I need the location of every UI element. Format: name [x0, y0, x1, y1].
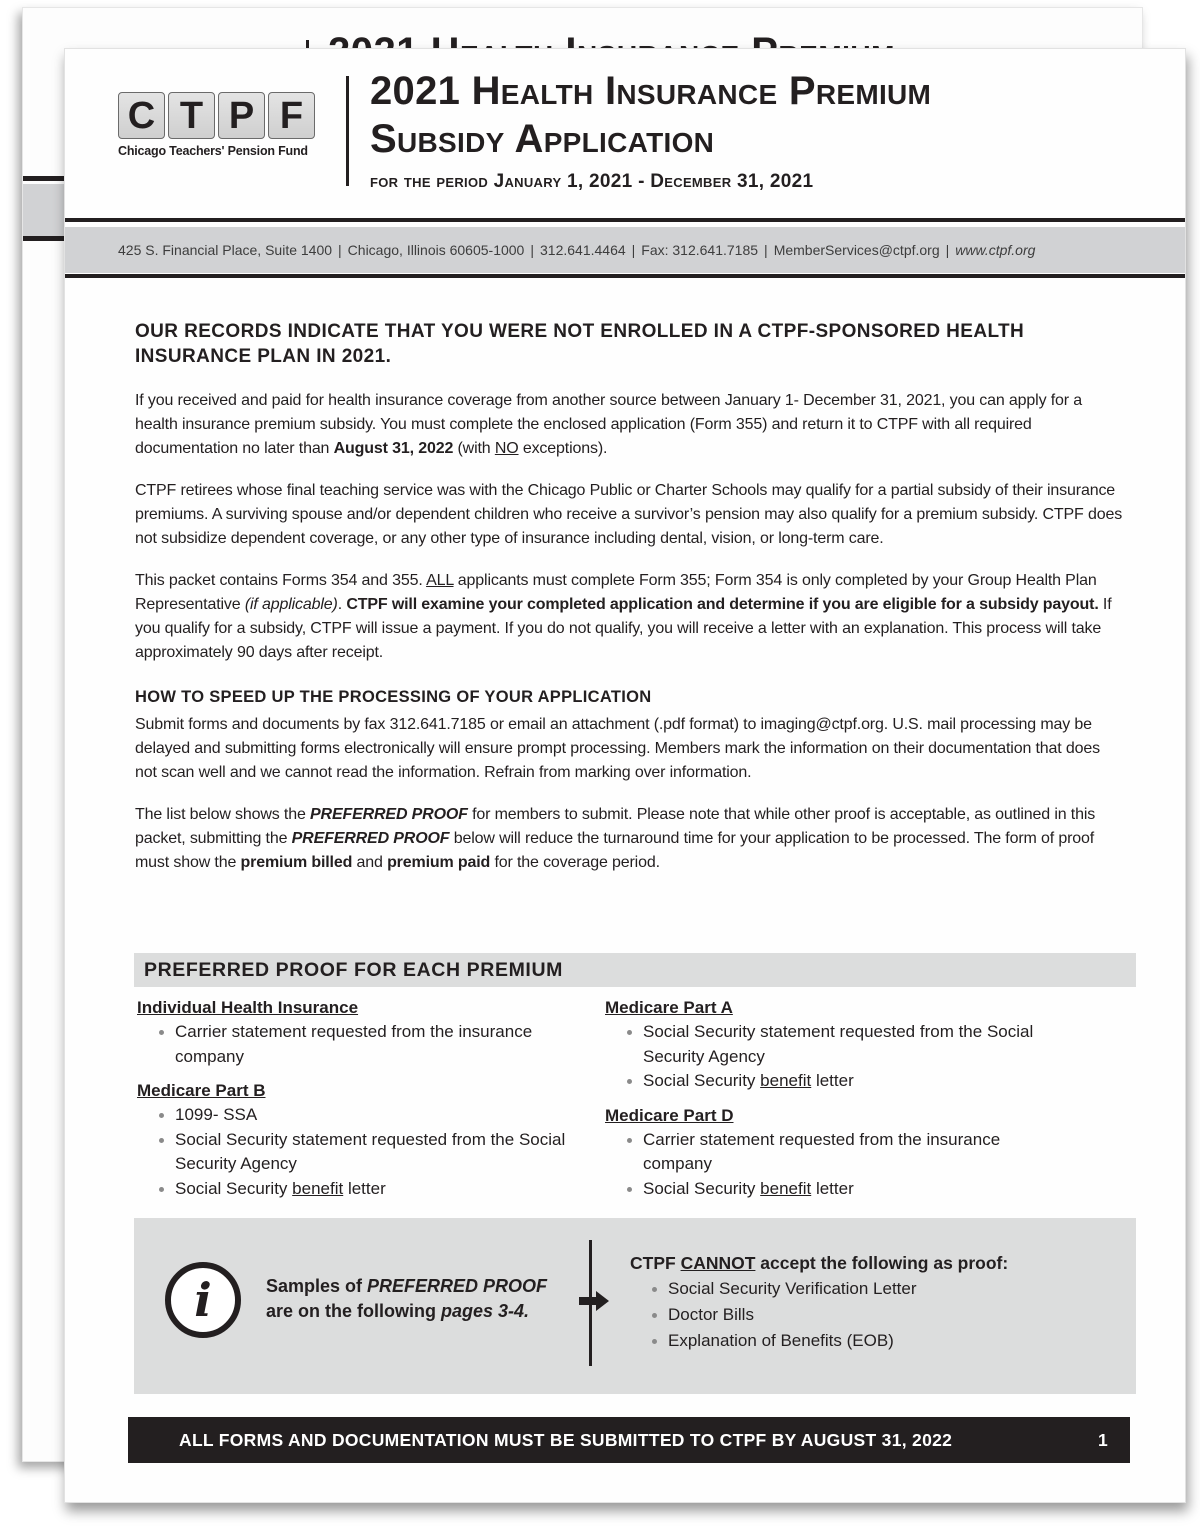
- pages-reference: pages 3-4.: [441, 1301, 530, 1321]
- front-page: [64, 48, 1186, 1503]
- examine-statement: CTPF will examine your completed application and determine if you are eligible for a subsidy payout.: [346, 596, 1099, 613]
- text: for members to submit. Please note that while other proof is acceptable, as outlined in this packet, submitting the: [135, 806, 1096, 847]
- speed-up-heading: HOW TO SPEED UP THE PROCESSING OF YOUR APPLICATION: [135, 688, 652, 706]
- cannot-accept-list: [650, 1276, 1008, 1354]
- list-item: 1099- SSA: [157, 1103, 577, 1128]
- logo-letter-t: T: [168, 92, 215, 139]
- contact-address: 425 S. Financial Place, Suite 1400: [118, 242, 333, 258]
- footer-bar: [128, 1417, 1130, 1463]
- separator: |: [764, 242, 768, 258]
- preferred-proof-emphasis: PREFERRED PROOF: [367, 1276, 548, 1296]
- text: for the coverage period.: [490, 854, 660, 871]
- if-applicable-note: (if applicable): [244, 596, 338, 613]
- benefit-emphasis: benefit: [760, 1178, 812, 1198]
- page-title-line-1: 2021 Health Insurance Premium: [370, 69, 932, 113]
- cannot-accept-title: [630, 1250, 1008, 1276]
- preferred-proof-heading: PREFERRED PROOF FOR EACH PREMIUM: [134, 953, 1136, 987]
- contact-band: [65, 227, 1185, 273]
- text: letter: [811, 1178, 854, 1198]
- page-title-block: [370, 67, 931, 193]
- ctpf-logo: [118, 92, 320, 158]
- contact-website-link[interactable]: www.ctpf.org: [955, 242, 1036, 258]
- paragraph-preferred-proof: [135, 803, 1125, 875]
- page-subtitle: for the period January 1, 2021 - December 31, 2021: [370, 171, 814, 192]
- benefit-emphasis: benefit: [292, 1178, 344, 1198]
- contact-fax: Fax: 312.641.7185: [641, 242, 759, 258]
- proof-list-medicare-d: [625, 1128, 1045, 1202]
- list-item: Doctor Bills: [650, 1302, 1008, 1328]
- logo-letter-boxes: [118, 92, 320, 139]
- text: Social Security: [643, 1178, 761, 1198]
- paragraph-qualification: CTPF retirees whose final teaching service was with the Chicago Public or Charter Schools may qualify for a partial subsidy of their insurance premiums. A surviving spouse and/or dependent children who receive a survivor’s pension may also qualify for a premium subsidy. CTPF does not subsidize dependent coverage, or any other type of insurance including dental, vision, or long-term care.: [135, 482, 1123, 547]
- proof-group-individual-title: Individual Health Insurance: [137, 998, 359, 1017]
- separator: |: [338, 242, 342, 258]
- cannot-accept-block: [630, 1250, 1008, 1354]
- text: accept the following as proof:: [755, 1253, 1009, 1273]
- paragraph-submission-methods: Submit forms and documents by fax 312.641.7185 or email an attachment (.pdf format) to imaging@ctpf.org. U.S. mail processing may be delayed and submitting forms electronically will ensure prompt processing. Members mark the information on their documentation that does not scan well and we cannot read the information. Refrain from marking over information.: [135, 716, 1100, 781]
- page-number: 1: [1097, 1429, 1108, 1450]
- list-item: Social Security Verification Letter: [650, 1276, 1008, 1302]
- text: If you qualify for a subsidy, CTPF will issue a payment. If you do not qualify, you will receive a letter with an explanation. This process will take approximately 90 days after receipt.: [135, 596, 1112, 661]
- no-emphasis: NO: [494, 440, 519, 457]
- arrow-right-icon: [579, 1291, 609, 1311]
- preferred-proof-emphasis: PREFERRED PROOF: [291, 830, 450, 847]
- deadline-date: August 31, 2022: [333, 440, 454, 457]
- logo-letter-f: F: [268, 92, 315, 139]
- list-item: Social Security statement requested from the Social Security Agency: [625, 1020, 1045, 1069]
- text: applicants must complete Form 355; Form 354 is only completed by your Group Health Plan Representative: [135, 572, 1097, 613]
- benefit-emphasis: benefit: [760, 1071, 812, 1090]
- text: below will reduce the turnaround time for your application to be processed. The form of proof must show the: [135, 830, 1095, 871]
- text: CTPF: [630, 1253, 681, 1273]
- logo-letter-c: C: [118, 92, 165, 139]
- proof-group-medicare-a-title: Medicare Part A: [605, 998, 733, 1017]
- text: Samples of: [266, 1276, 368, 1296]
- records-heading: OUR RECORDS INDICATE THAT YOU WERE NOT ENROLLED IN A CTPF-SPONSORED HEALTH INSURANCE PLAN IN 2021.: [135, 321, 1025, 367]
- proof-column-left: [137, 996, 577, 1211]
- text: .: [337, 596, 347, 613]
- proof-column-right: [605, 996, 1045, 1211]
- list-item: [157, 1177, 577, 1202]
- contact-email-link[interactable]: MemberServices@ctpf.org: [773, 242, 940, 258]
- text: Social Security: [175, 1178, 293, 1198]
- list-item: Carrier statement requested from the insurance company: [157, 1020, 577, 1069]
- proof-list-medicare-a: [625, 1020, 1045, 1094]
- contact-phone: 312.641.4464: [540, 242, 626, 258]
- info-panel: [134, 1218, 1136, 1394]
- paragraph-packet-contents: [135, 569, 1125, 665]
- list-item: Social Security statement requested from the Social Security Agency: [157, 1128, 577, 1177]
- page-title-line-2: Subsidy Application: [370, 117, 715, 161]
- text: This packet contains Forms 354 and 355.: [135, 572, 427, 589]
- paragraph-eligibility: [135, 389, 1125, 461]
- logo-letter-p: P: [218, 92, 265, 139]
- header-rule-bottom: [65, 274, 1185, 278]
- text: and: [352, 854, 388, 871]
- contact-city: Chicago, Illinois 60605-1000: [347, 242, 525, 258]
- list-item: [625, 1177, 1045, 1202]
- logo-subtitle: Chicago Teachers' Pension Fund: [118, 144, 308, 158]
- text: Social Security: [643, 1071, 761, 1090]
- footer-deadline-text: ALL FORMS AND DOCUMENTATION MUST BE SUBMITTED TO CTPF BY AUGUST 31, 2022: [179, 1429, 953, 1450]
- text: exceptions).: [518, 440, 608, 457]
- separator: |: [945, 242, 950, 258]
- proof-group-medicare-d-title: Medicare Part D: [605, 1105, 734, 1125]
- premium-paid: premium paid: [387, 854, 491, 871]
- list-item: Carrier statement requested from the insurance company: [625, 1128, 1045, 1177]
- info-icon: i: [165, 1262, 241, 1338]
- list-item: Explanation of Benefits (EOB): [650, 1328, 1008, 1354]
- text: The list below shows the: [135, 806, 311, 823]
- list-item: [625, 1069, 1045, 1094]
- all-emphasis: ALL: [426, 572, 454, 589]
- text: are on the following: [266, 1301, 441, 1321]
- body-content: [135, 319, 1125, 875]
- text: (with: [453, 440, 495, 457]
- proof-list-medicare-b: [157, 1103, 577, 1201]
- separator: |: [530, 242, 534, 258]
- text: letter: [811, 1071, 854, 1090]
- text: letter: [343, 1178, 386, 1198]
- proof-group-medicare-b-title: Medicare Part B: [137, 1081, 266, 1100]
- premium-billed: premium billed: [240, 854, 353, 871]
- text: If you received and paid for health insurance coverage from another source between January 1- December 31, 2021, you can apply for a health insurance premium subsidy. You must complete the enclosed application (Form 355) and return it to CTPF with all required documentation no later than: [135, 392, 1082, 457]
- samples-note: [266, 1274, 547, 1324]
- separator: |: [631, 242, 636, 258]
- preferred-proof-emphasis: PREFERRED PROOF: [310, 806, 468, 823]
- cannot-emphasis: CANNOT: [680, 1253, 756, 1273]
- proof-list-individual: [157, 1020, 577, 1069]
- header-divider: [346, 76, 349, 186]
- header-rule-top: [65, 218, 1185, 222]
